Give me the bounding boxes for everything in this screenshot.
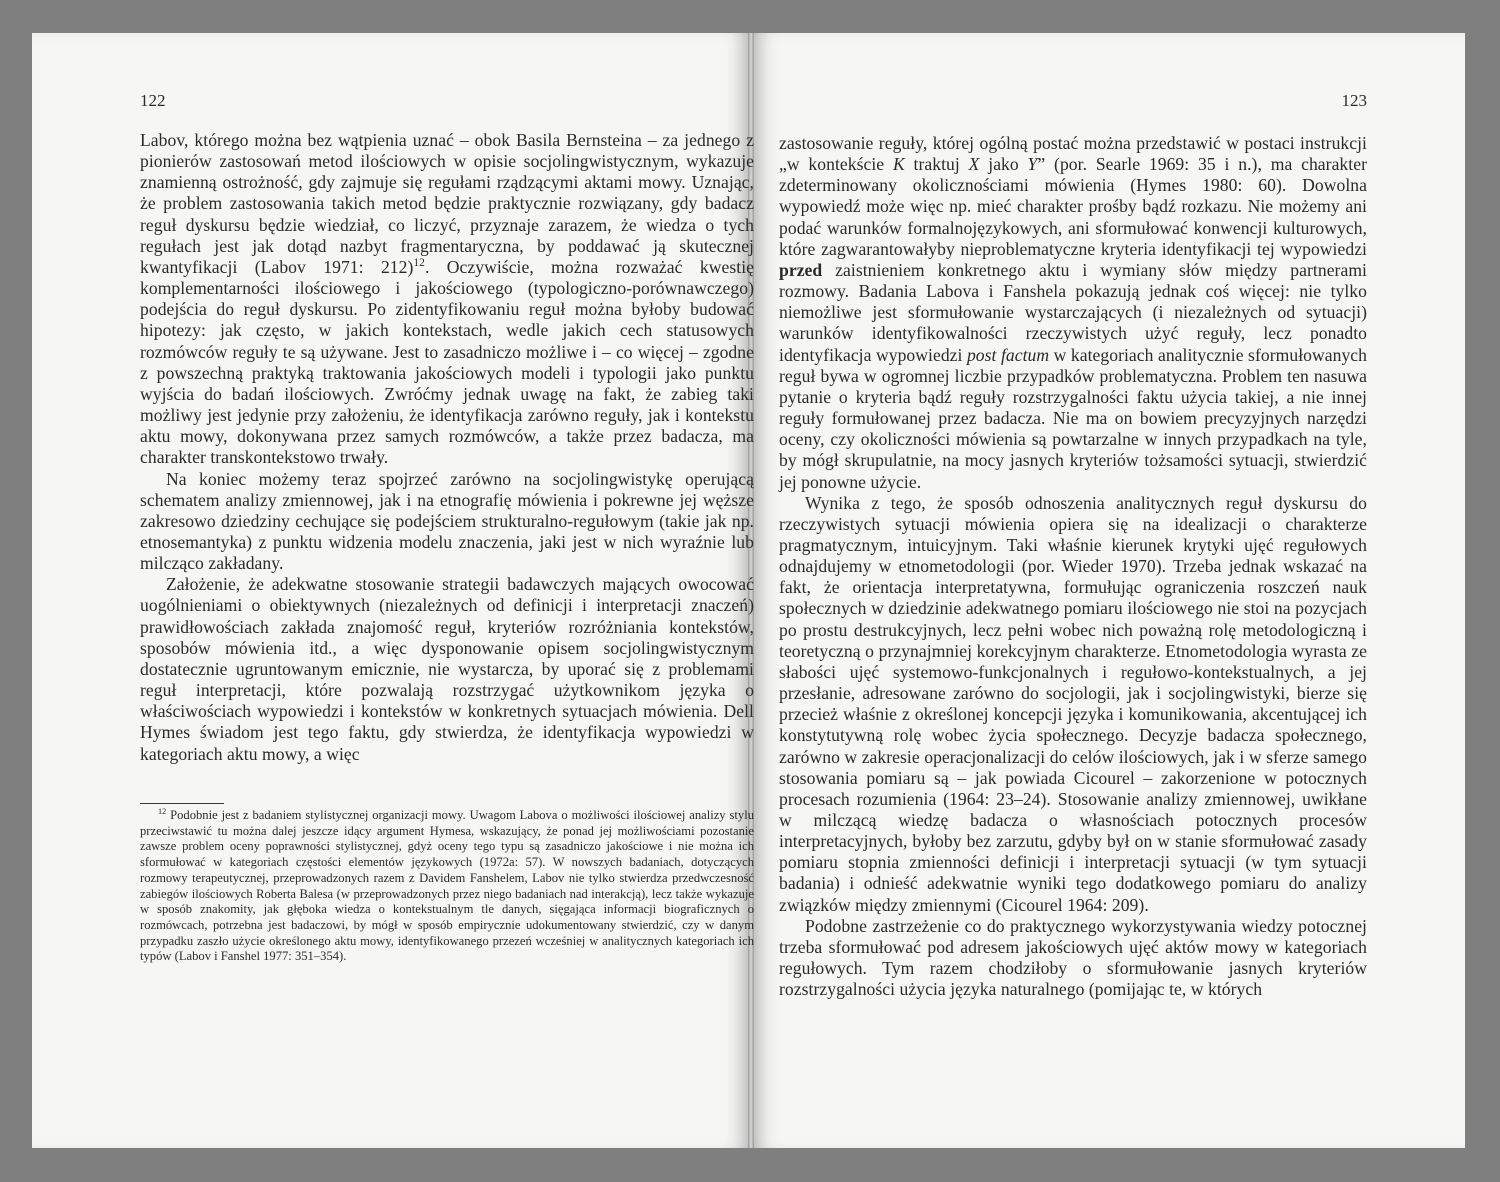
right-p1-text-c: traktuj	[904, 154, 969, 175]
italic-post-factum: post factum	[966, 344, 1050, 365]
left-paragraph-1-part-a: Labov, którego można bez wątpienia uznać – obok Basila Bernsteina – za jednego z pionierów zastosowań metod ilościowych w opisie socjolingwistycznym, wykazuje znamienną ostrożność, gdy zajmuje się regułami rządzącymi aktami mowy. Uznając, że problem zastosowania takich metod będzie praktycznie rozwiązany, gdy badacz reguł dyskursu będzie wiedział, co liczyć, przyznaje zarazem, że wiedza o tych regułach jest jak dotąd nazbyt fragmentaryczna, by poddawać ją skutecznej kwantyfikacji (Labov 1971: 212)	[140, 130, 754, 277]
italic-X: X	[968, 154, 980, 175]
page-number-right: 123	[1341, 91, 1367, 110]
right-p1-text-k: w kategoriach analitycznie sformułowanych reguł bywa w ogromnej liczbie przypadków problematyczna. Problem ten nasuwa pytanie o kryteria bądź reguły rozstrzygalności faktu użycia takiej, a nie innej reguły formułowanej przez badacza. Nie ma on bowiem precyzyjnych narzędzi oceny, czy okoliczności mówienia są powtarzalne w innych przypadkach na tyle, by mógł skrupulatnie, na mocy jasnych kryteriów tożsamości sytuacji, stwierdzić jej ponowne użycie.	[779, 344, 1367, 492]
left-paragraph-1-part-b: . Oczywiście, można rozważać kwestię komplementarności ilościowego i jakościowego (typologiczno-porównawczego) podejścia do reguł dyskursu. Po zidentyfikowaniu reguł można byłoby budować hipotezy: jak często, w jakich kontekstach, wedle jakich cech statusowych rozmówców reguły te są używane. Jest to zasadniczo możliwe i – co więcej – zgodne z powszechną praktyką traktowania jakościowych modeli i typologii jako punktu wyjścia do badań ilościowych. Zwróćmy jednak uwagę na fakt, że zabieg taki możliwy jest jedynie przy założeniu, że identyfikacja zarówno reguły, jak i kontekstu aktu mowy, dokonywana przez samych rozmówców, a także przez badacza, ma charakter transkontekstowo trwały.	[140, 256, 754, 468]
italic-Y: Y	[1027, 154, 1038, 175]
right-paragraph-2: Wynika z tego, że sposób odnoszenia analitycznych reguł dyskursu do rzeczywistych sytuacji mówienia opiera się na idealizacji o charakterze pragmatycznym, intuicyjnym. Taki właśnie kierunek krytyki ujęć regułowych odnajdujemy w etnometodologii (por. Wieder 1970). Trzeba jednak wskazać na fakt, że orientacja interpretatywna, formułując ograniczenia roszczeń nauk społecznych w dziedzinie adekwatnego pomiaru ilościowego nie stoi na pozycjach po prostu destrukcyjnych, lecz pełni wobec nich poważną rolę metodologiczną i teoretyczną o przynajmniej korekcyjnym charakterze. Etnometodologia wyrasta ze słabości ujęć systemowo-funkcjonalnych i regułowo-kontekstualnych, a jej przesłanie, adresowane zarówno do socjologii, jak i socjolingwistyki, bierze się przecież właśnie z określonej koncepcji języka i komunikowania, akcentującej ich konstytutywną rolę wobec życia społecznego. Decyzje badacza społecznego, zarówno w zakresie operacjonalizacji do celów ilościowych, jak i w sferze samego stosowania pomiaru są – jak powiada Cicourel – zakorzenione w potocznych procesach rozumienia (1964: 23–24). Stosowanie analizy zmiennowej, uwikłane w milczącą wiedzę badacza o własnościach potocznych procesów interpretacyjnych, byłoby bez zarzutu, gdyby był on w stanie sformułować zasady pomiaru stopnia zmienności definicji i interpretacji sytuacji (w tym sytuacji badania) i odnieść adekwatnie wyniki tego dodatkowego pomiaru do analizy związków między zmiennymi (Cicourel 1964: 209).	[779, 492, 1367, 915]
footnote-12	[140, 808, 754, 965]
left-paragraph-2: Na koniec możemy teraz spojrzeć zarówno na socjolingwistykę operującą schematem analizy zmiennowej, jak i na etnografię mówienia i pokrewne jej węższe zakresowo dziedziny cechujące się podejściem strukturalno-regułowym (takie jak np. etnosemantyka) z punktu widzenia modelu znaczenia, jaki jest w nich wyraźnie lub milcząco zakładany.	[140, 468, 754, 574]
italic-K: K	[892, 154, 905, 175]
right-p1-text-a: zastosowanie reguły, której ogólną postać można przedstawić w postaci instrukcji „w kontekście	[779, 133, 1367, 175]
footnote-reference-12[interactable]: 12	[413, 257, 425, 270]
right-page-body	[779, 133, 1367, 1000]
right-p1-text-g: ” (por. Searle 1969: 35 i n.), ma charakter zdeterminowany okolicznościami mówienia (Hymes 1980: 60). Dowolna wypowiedź może więc np. mieć charakter prośby bądź rozkazu. Nie możemy ani podać warunków formalnojęzykowych, ani sformułować konwencji kulturowych, które zagwarantowałyby nieproblematyczne kryteria identyfikacji tej wypowiedzi	[779, 154, 1367, 259]
right-paragraph-1	[779, 133, 1367, 493]
footnote-number: 12	[158, 806, 167, 816]
bold-przed: przed	[779, 259, 823, 280]
left-paragraph-3: Założenie, że adekwatne stosowanie strategii badawczych mających owocować uogólnieniami o obiektywnych (niezależnych od definicji i interpretacji znaczeń) prawidłowościach zakłada znajomość reguł, kryteriów rozróżniania kontekstów, sposobów mówienia itd., a więc dysponowanie opisem socjolingwistycznym dostatecznie ugruntowanym emicznie, nie wystarcza, by uporać się z problemami reguł interpretacji, które pozwalają rozstrzygać użytkownikom języka o właściwościach wypowiedzi i kontekstów w konkretnych sytuacjach mówienia. Dell Hymes świadom jest tego faktu, gdy stwierdza, że identyfikacja wypowiedzi w kategoriach aktu mowy, a więc	[140, 574, 754, 764]
right-p1-text-i: zaistnieniem konkretnego aktu i wymiany słów między partnerami rozmowy. Badania Labova i Fanshela pokazują jednak coś więcej: nie tylko niemożliwe jest sformułowanie wystarczających (i niezależnych od sytuacji) warunków identyfikowalności rzeczywistych użyć reguły, lecz ponadto identyfikacja wypowiedzi	[779, 259, 1367, 365]
right-paragraph-3: Podobne zastrzeżenie co do praktycznego wykorzystywania wiedzy potocznej trzeba sformułować pod adresem jakościowych ujęć aktów mowy w kategoriach regułowych. Tym razem chodziłoby o sformułowanie jasnych kryteriów rozstrzygalności użycia języka naturalnego (pomijając te, w których	[779, 915, 1367, 1000]
footnote-text: Podobnie jest z badaniem stylistycznej organizacji mowy. Uwagom Labova o możliwości ilościowej analizy stylu przeciwstawić tu można dalej jeszcze idący argument Hymesa, wskazujący, że ponad jej możliwościami pozostanie zawsze problem oceny poprawności stylistycznej, gdyż oceny tego typu są zasadniczo jakościowe i nie można ich sformułować w kategoriach częstości elementów językowych (1972a: 57). W nowszych badaniach, dotyczących rozmowy terapeutycznej, przeprowadzonych razem z Davidem Fanshelem, Labov nie tylko stwierdza przedwczesność zabiegów ilościowych Roberta Balesa (w przeprowadzonych przez niego badaniach nad interakcją), lecz także wykazuje w sposób znakomity, jak głęboka wiedza o kontekstualnym tle danych, sięgająca informacji biograficznych o rozmówcach, potrzebna jest badaczowi, by mógł w sposób empirycznie udokumentowany stwierdzić, czy w danym przypadku zaszło użycie określonego aktu mowy, identyfikowanego przezeń wcześniej w analitycznych kategoriach ich typów (Labov i Fanshel 1977: 351–354).	[140, 808, 754, 964]
left-paragraph-1	[140, 130, 754, 469]
right-p1-text-e: jako	[979, 154, 1028, 175]
footnote-separator	[140, 803, 224, 804]
page-number-left: 122	[140, 91, 166, 110]
left-page-body	[140, 130, 754, 765]
